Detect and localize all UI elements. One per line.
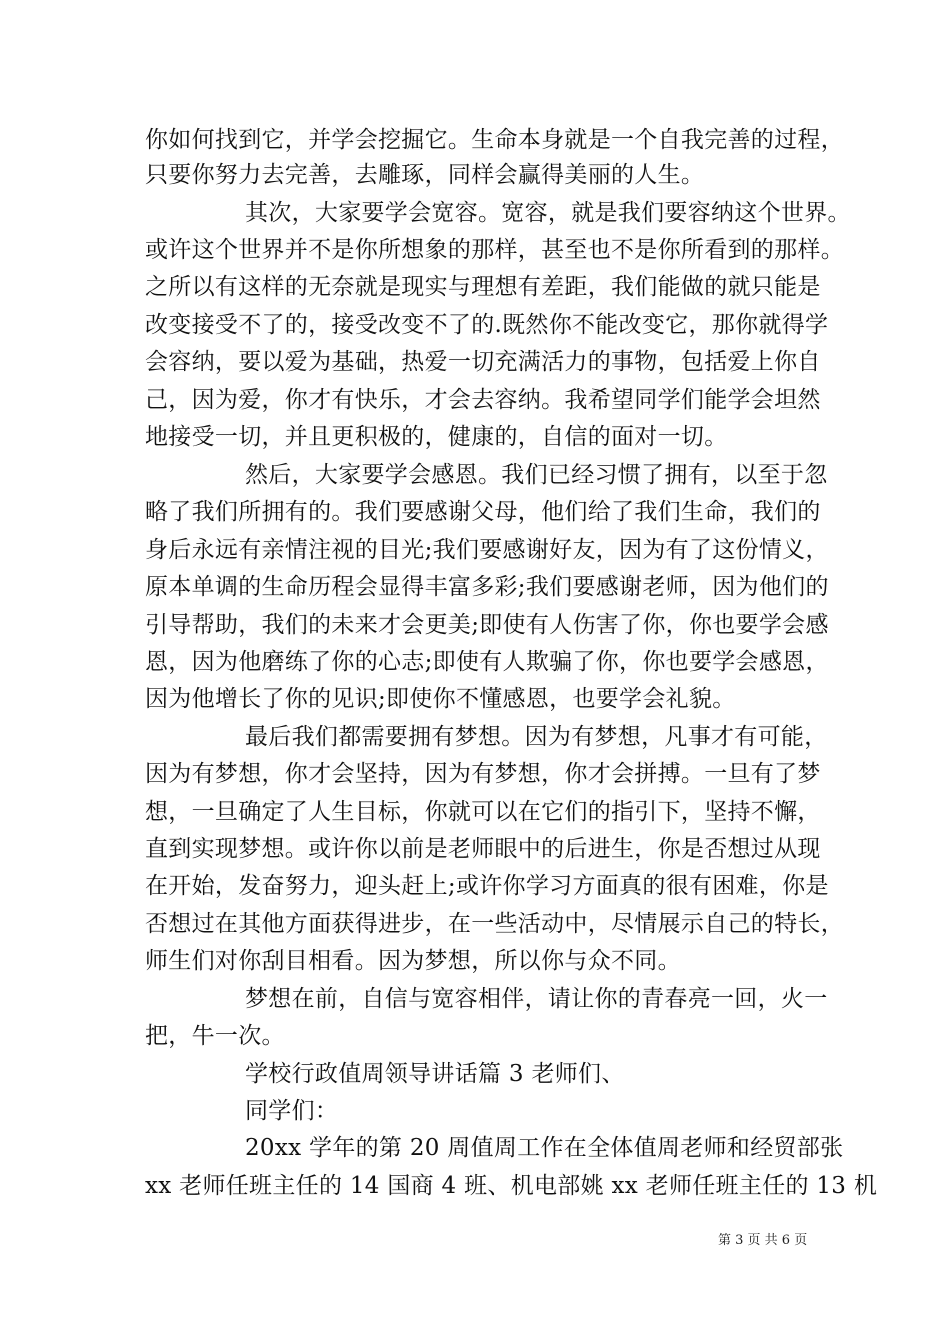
text-line: 会容纳，要以爱为基础，热爱一切充满活力的事物，包括爱上你自 xyxy=(145,349,821,375)
text-line: 因为他增长了你的见识;即使你不懂感恩，也要学会礼貌。 xyxy=(145,686,736,712)
text-line: xx 老师任班主任的 14 国商 4 班、机电部姚 xx 老师任班主任的 13 机 xyxy=(145,1173,878,1199)
paragraph-start-line: 然后，大家要学会感恩。我们已经习惯了拥有，以至于忽 xyxy=(245,462,828,488)
text-line: 想，一旦确定了人生目标，你就可以在它们的指引下，坚持不懈， xyxy=(145,799,821,825)
text-line: 因为有梦想，你才会坚持，因为有梦想，你才会拼搏。一旦有了梦 xyxy=(145,761,821,787)
salutation-line: 同学们： xyxy=(245,1098,339,1124)
text-line: 之所以有这样的无奈就是现实与理想有差距，我们能做的就只能是 xyxy=(145,274,821,300)
text-line: 地接受一切，并且更积极的，健康的，自信的面对一切。 xyxy=(145,424,728,450)
section-heading-line: 学校行政值周领导讲话篇 3 老师们、 xyxy=(245,1061,625,1087)
text-line: 恩，因为他磨练了你的心志;即使有人欺骗了你，你也要学会感恩， xyxy=(145,649,829,675)
page-number-footer: 第 3 页 共 6 页 xyxy=(718,1233,808,1248)
text-line: 己，因为爱，你才有快乐，才会去容纳。我希望同学们能学会坦然 xyxy=(145,387,821,413)
text-line: 直到实现梦想。或许你以前是老师眼中的后进生，你是否想过从现 xyxy=(145,836,821,862)
text-line: 原本单调的生命历程会显得丰富多彩;我们要感谢老师，因为他们的 xyxy=(145,574,829,600)
text-line: 或许这个世界并不是你所想象的那样，甚至也不是你所看到的那样。 xyxy=(145,237,844,263)
text-line: 否想过在其他方面获得进步，在一些活动中，尽情展示自己的特长， xyxy=(145,911,844,937)
text-line: 你如何找到它，并学会挖掘它。生命本身就是一个自我完善的过程， xyxy=(145,127,844,153)
text-line: 身后永远有亲情注视的目光;我们要感谢好友，因为有了这份情义， xyxy=(145,537,829,563)
text-line: 引导帮助，我们的未来才会更美;即使有人伤害了你，你也要学会感 xyxy=(145,612,829,638)
text-line: 在开始，发奋努力，迎头赶上;或许你学习方面真的很有困难，你是 xyxy=(145,873,829,899)
paragraph-start-line: 最后我们都需要拥有梦想。因为有梦想，凡事才有可能， xyxy=(245,724,828,750)
text-line: 师生们对你刮目相看。因为梦想，所以你与众不同。 xyxy=(145,948,681,974)
text-line: 只要你努力去完善，去雕琢，同样会赢得美丽的人生。 xyxy=(145,162,705,188)
text-line: 把，牛一次。 xyxy=(145,1023,285,1049)
paragraph-start-line: 20xx 学年的第 20 周值周工作在全体值周老师和经贸部张 xyxy=(245,1135,844,1161)
text-line: 略了我们所拥有的。我们要感谢父母，他们给了我们生命，我们的 xyxy=(145,499,821,525)
paragraph-start-line: 梦想在前，自信与宽容相伴，请让你的青春亮一回，火一 xyxy=(245,986,828,1012)
paragraph-start-line: 其次，大家要学会宽容。宽容，就是我们要容纳这个世界。 xyxy=(245,200,851,226)
text-line: 改变接受不了的，接受改变不了的.既然你不能改变它，那你就得学 xyxy=(145,312,829,338)
